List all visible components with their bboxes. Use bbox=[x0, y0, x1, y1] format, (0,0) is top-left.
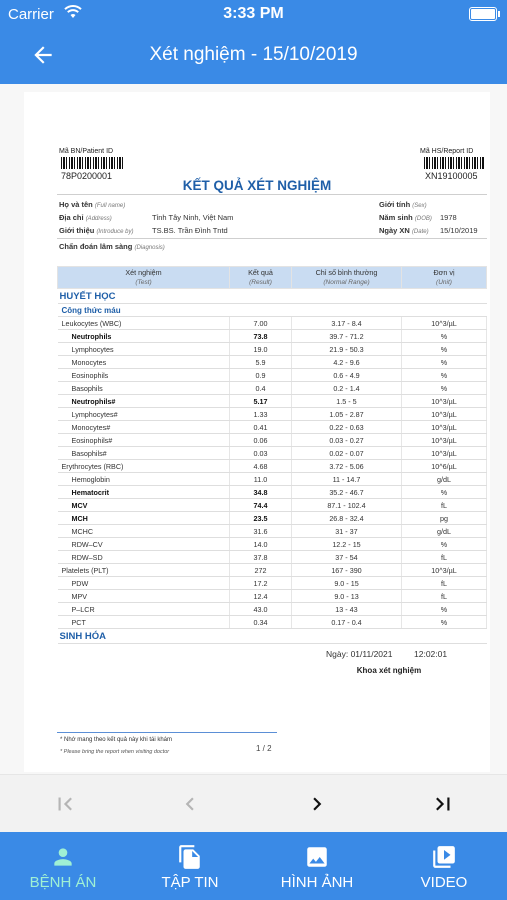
normal-range: 0.03 - 0.27 bbox=[292, 434, 402, 447]
test-result: 7.00 bbox=[230, 317, 292, 330]
person-icon bbox=[50, 844, 76, 870]
test-date-label: Ngày XN bbox=[379, 226, 410, 235]
table-row bbox=[58, 603, 487, 616]
test-result: 4.68 bbox=[230, 460, 292, 473]
test-result: 0.03 bbox=[230, 447, 292, 460]
group-heading-row bbox=[58, 304, 487, 317]
battery-tip bbox=[498, 11, 500, 17]
test-result: 19.0 bbox=[230, 343, 292, 356]
pager-bar bbox=[0, 774, 507, 832]
note-english: * Please bring the report when visiting doctor bbox=[60, 749, 170, 755]
test-result: 34.8 bbox=[230, 486, 292, 499]
results-table-header bbox=[58, 267, 487, 289]
test-result: 73.8 bbox=[230, 330, 292, 343]
section-heading: SINH HÓA bbox=[58, 629, 487, 644]
normal-range: 0.2 - 1.4 bbox=[292, 382, 402, 395]
next-page-icon[interactable] bbox=[304, 791, 330, 817]
unit: % bbox=[402, 369, 487, 382]
last-page-icon[interactable] bbox=[430, 791, 456, 817]
test-result: 0.34 bbox=[230, 616, 292, 629]
unit: g/dL bbox=[402, 473, 487, 486]
normal-range: 13 - 43 bbox=[292, 603, 402, 616]
normal-range: 1.5 - 5 bbox=[292, 395, 402, 408]
report-title: KẾT QUẢ XÉT NGHIỆM bbox=[182, 178, 332, 193]
unit: g/dL bbox=[402, 525, 487, 538]
diagnosis-hint: (Diagnosis) bbox=[134, 245, 165, 251]
unit: 10^3/µL bbox=[402, 395, 487, 408]
test-name: RDW–CV bbox=[58, 538, 230, 551]
table-row bbox=[58, 564, 487, 577]
section-heading-row bbox=[58, 289, 487, 304]
test-name: Basophils# bbox=[58, 447, 230, 460]
test-name: MCH bbox=[58, 512, 230, 525]
note-vietnamese: * Nhớ mang theo kết quả này khi tái khám bbox=[60, 737, 172, 743]
test-name: MPV bbox=[58, 590, 230, 603]
normal-range: 31 - 37 bbox=[292, 525, 402, 538]
test-name: PDW bbox=[58, 577, 230, 590]
carrier-label: Carrier bbox=[8, 6, 54, 23]
test-result: 12.4 bbox=[230, 590, 292, 603]
test-name: MCHC bbox=[58, 525, 230, 538]
nav-bar bbox=[0, 30, 507, 84]
table-row bbox=[58, 551, 487, 564]
unit: fL bbox=[402, 577, 487, 590]
test-name: Eosinophils bbox=[58, 369, 230, 382]
sign-time: 12:02:01 bbox=[414, 649, 448, 659]
address-hint: (Address) bbox=[85, 216, 112, 222]
video-library-icon bbox=[431, 844, 457, 870]
unit: % bbox=[402, 603, 487, 616]
unit: % bbox=[402, 330, 487, 343]
name-field bbox=[59, 200, 125, 209]
test-result: 0.4 bbox=[230, 382, 292, 395]
page-indicator: 1 / 2 bbox=[256, 744, 272, 753]
sex-hint: (Sex) bbox=[412, 203, 427, 209]
test-name: RDW–SD bbox=[58, 551, 230, 564]
unit: % bbox=[402, 616, 487, 629]
dob-value: 1978 bbox=[440, 213, 457, 222]
info-divider-bottom bbox=[57, 238, 487, 239]
unit: % bbox=[402, 382, 487, 395]
document-viewer[interactable] bbox=[0, 84, 507, 774]
unit: fL bbox=[402, 551, 487, 564]
normal-range: 11 - 14.7 bbox=[292, 473, 402, 486]
normal-range: 0.17 - 0.4 bbox=[292, 616, 402, 629]
diagnosis-label: Chẩn đoán lâm sàng bbox=[59, 242, 133, 251]
page-title: Xét nghiệm - 15/10/2019 bbox=[149, 44, 358, 65]
patient-id-label: Mã BN/Patient ID bbox=[59, 148, 114, 155]
results-table bbox=[57, 266, 487, 644]
test-name: PCT bbox=[58, 616, 230, 629]
normal-range: 37 - 54 bbox=[292, 551, 402, 564]
test-name: Monocytes bbox=[58, 356, 230, 369]
address-value: Tỉnh Tây Ninh, Việt Nam bbox=[152, 213, 234, 222]
table-row bbox=[58, 590, 487, 603]
table-row bbox=[58, 434, 487, 447]
normal-range: 9.0 - 13 bbox=[292, 590, 402, 603]
normal-range: 3.17 - 8.4 bbox=[292, 317, 402, 330]
first-page-icon[interactable] bbox=[52, 791, 78, 817]
unit: % bbox=[402, 538, 487, 551]
sex-field bbox=[379, 200, 427, 209]
normal-range: 0.22 - 0.63 bbox=[292, 421, 402, 434]
unit: pg bbox=[402, 512, 487, 525]
results-body bbox=[58, 289, 487, 644]
table-row bbox=[58, 317, 487, 330]
test-name: MCV bbox=[58, 499, 230, 512]
referrer-label: Giới thiệu bbox=[59, 226, 95, 235]
address-field bbox=[59, 213, 112, 222]
unit: 10^3/µL bbox=[402, 408, 487, 421]
test-name: Lymphocytes bbox=[58, 343, 230, 356]
dob-field bbox=[379, 213, 432, 222]
table-row bbox=[58, 512, 487, 525]
test-name: Hematocrit bbox=[58, 486, 230, 499]
table-row bbox=[58, 382, 487, 395]
tab-medical-record[interactable] bbox=[0, 832, 126, 900]
test-name: Eosinophils# bbox=[58, 434, 230, 447]
table-row bbox=[58, 538, 487, 551]
col-test: Xét nghiệm (Test) bbox=[58, 267, 230, 289]
unit: % bbox=[402, 343, 487, 356]
dob-label: Năm sinh bbox=[379, 213, 413, 222]
test-result: 0.41 bbox=[230, 421, 292, 434]
table-row bbox=[58, 395, 487, 408]
test-name: Hemoglobin bbox=[58, 473, 230, 486]
dob-hint: (DOB) bbox=[414, 216, 432, 222]
table-row bbox=[58, 343, 487, 356]
previous-page-icon[interactable] bbox=[177, 791, 203, 817]
diagnosis-field bbox=[59, 242, 165, 251]
tab-medical-record-label: BỆNH ÁN bbox=[29, 874, 97, 891]
name-hint: (Full name) bbox=[94, 203, 126, 209]
normal-range: 4.2 - 9.6 bbox=[292, 356, 402, 369]
test-name: Basophils bbox=[58, 382, 230, 395]
table-row bbox=[58, 460, 487, 473]
test-name: Lymphocytes# bbox=[58, 408, 230, 421]
clock: 3:33 PM bbox=[223, 5, 284, 22]
normal-range: 39.7 - 71.2 bbox=[292, 330, 402, 343]
test-result: 74.4 bbox=[230, 499, 292, 512]
status-bar bbox=[0, 0, 507, 30]
report-page bbox=[24, 92, 490, 772]
unit: % bbox=[402, 486, 487, 499]
table-row bbox=[58, 525, 487, 538]
files-icon bbox=[177, 844, 203, 870]
battery-icon bbox=[469, 7, 497, 21]
col-unit: Đơn vị (Unit) bbox=[402, 267, 487, 289]
test-result: 0.06 bbox=[230, 434, 292, 447]
test-name: Erythrocytes (RBC) bbox=[58, 460, 230, 473]
patient-id-value: 78P0200001 bbox=[61, 171, 113, 181]
name-label: Họ và tên bbox=[59, 200, 93, 209]
unit: 10^3/µL bbox=[402, 447, 487, 460]
test-name: Platelets (PLT) bbox=[58, 564, 230, 577]
col-range: Chỉ số bình thường (Normal Range) bbox=[292, 267, 402, 289]
normal-range: 0.6 - 4.9 bbox=[292, 369, 402, 382]
patient-id-barcode bbox=[61, 157, 123, 169]
test-result: 11.0 bbox=[230, 473, 292, 486]
normal-range: 21.9 - 50.3 bbox=[292, 343, 402, 356]
test-name: Neutrophils bbox=[58, 330, 230, 343]
unit: fL bbox=[402, 590, 487, 603]
test-result: 272 bbox=[230, 564, 292, 577]
report-id-value: XN19100005 bbox=[425, 171, 478, 181]
normal-range: 1.05 - 2.87 bbox=[292, 408, 402, 421]
department-name: Khoa xét nghiệm bbox=[356, 666, 422, 675]
test-result: 43.0 bbox=[230, 603, 292, 616]
info-divider-top bbox=[57, 194, 487, 195]
table-row bbox=[58, 369, 487, 382]
unit: % bbox=[402, 356, 487, 369]
tab-bar bbox=[0, 832, 507, 900]
referrer-hint: (Introduce by) bbox=[96, 229, 134, 235]
normal-range: 87.1 - 102.4 bbox=[292, 499, 402, 512]
normal-range: 12.2 - 15 bbox=[292, 538, 402, 551]
referrer-value: TS.BS. Trần Đình Tntd bbox=[152, 226, 228, 235]
tab-video[interactable] bbox=[381, 832, 507, 900]
table-row bbox=[58, 356, 487, 369]
test-name: Leukocytes (WBC) bbox=[58, 317, 230, 330]
table-row bbox=[58, 577, 487, 590]
test-result: 5.9 bbox=[230, 356, 292, 369]
test-result: 0.9 bbox=[230, 369, 292, 382]
address-label: Địa chỉ bbox=[59, 213, 84, 222]
table-row bbox=[58, 421, 487, 434]
section-heading: HUYẾT HỌC bbox=[58, 289, 487, 304]
test-name: P–LCR bbox=[58, 603, 230, 616]
sex-label: Giới tính bbox=[379, 200, 411, 209]
tab-images-label: HÌNH ẢNH bbox=[280, 874, 354, 891]
test-result: 14.0 bbox=[230, 538, 292, 551]
table-row bbox=[58, 616, 487, 629]
unit: 10^6/µL bbox=[402, 460, 487, 473]
tab-files-label: TẬP TIN bbox=[161, 874, 219, 891]
table-row bbox=[58, 499, 487, 512]
normal-range: 26.8 - 32.4 bbox=[292, 512, 402, 525]
test-result: 5.17 bbox=[230, 395, 292, 408]
col-result: Kết quả (Result) bbox=[230, 267, 292, 289]
image-icon bbox=[304, 844, 330, 870]
group-heading: Công thức máu bbox=[58, 304, 487, 317]
sign-date: Ngày: 01/11/2021 bbox=[326, 649, 393, 659]
test-name: Monocytes# bbox=[58, 421, 230, 434]
tab-images[interactable] bbox=[254, 832, 380, 900]
test-date-hint: (Date) bbox=[411, 229, 429, 235]
table-row bbox=[58, 447, 487, 460]
test-date-field bbox=[379, 226, 429, 235]
normal-range: 9.0 - 15 bbox=[292, 577, 402, 590]
test-result: 17.2 bbox=[230, 577, 292, 590]
normal-range: 3.72 - 5.06 bbox=[292, 460, 402, 473]
unit: 10^3/µL bbox=[402, 421, 487, 434]
test-result: 23.5 bbox=[230, 512, 292, 525]
unit: 10^3/µL bbox=[402, 434, 487, 447]
unit: 10^3/µL bbox=[402, 317, 487, 330]
table-row bbox=[58, 408, 487, 421]
unit: fL bbox=[402, 499, 487, 512]
normal-range: 35.2 - 46.7 bbox=[292, 486, 402, 499]
footer-divider bbox=[57, 732, 277, 733]
normal-range: 0.02 - 0.07 bbox=[292, 447, 402, 460]
normal-range: 167 - 390 bbox=[292, 564, 402, 577]
tab-video-label: VIDEO bbox=[420, 874, 468, 891]
referrer-field bbox=[59, 226, 133, 235]
test-date-value: 15/10/2019 bbox=[440, 226, 478, 235]
test-result: 31.6 bbox=[230, 525, 292, 538]
report-id-barcode bbox=[424, 157, 484, 169]
tab-files[interactable] bbox=[127, 832, 253, 900]
table-row bbox=[58, 473, 487, 486]
table-row bbox=[58, 330, 487, 343]
unit: 10^3/µL bbox=[402, 564, 487, 577]
report-id-label: Mã HS/Report ID bbox=[420, 148, 474, 155]
section-heading-row bbox=[58, 629, 487, 644]
table-row bbox=[58, 486, 487, 499]
test-name: Neutrophils# bbox=[58, 395, 230, 408]
test-result: 37.8 bbox=[230, 551, 292, 564]
test-result: 1.33 bbox=[230, 408, 292, 421]
